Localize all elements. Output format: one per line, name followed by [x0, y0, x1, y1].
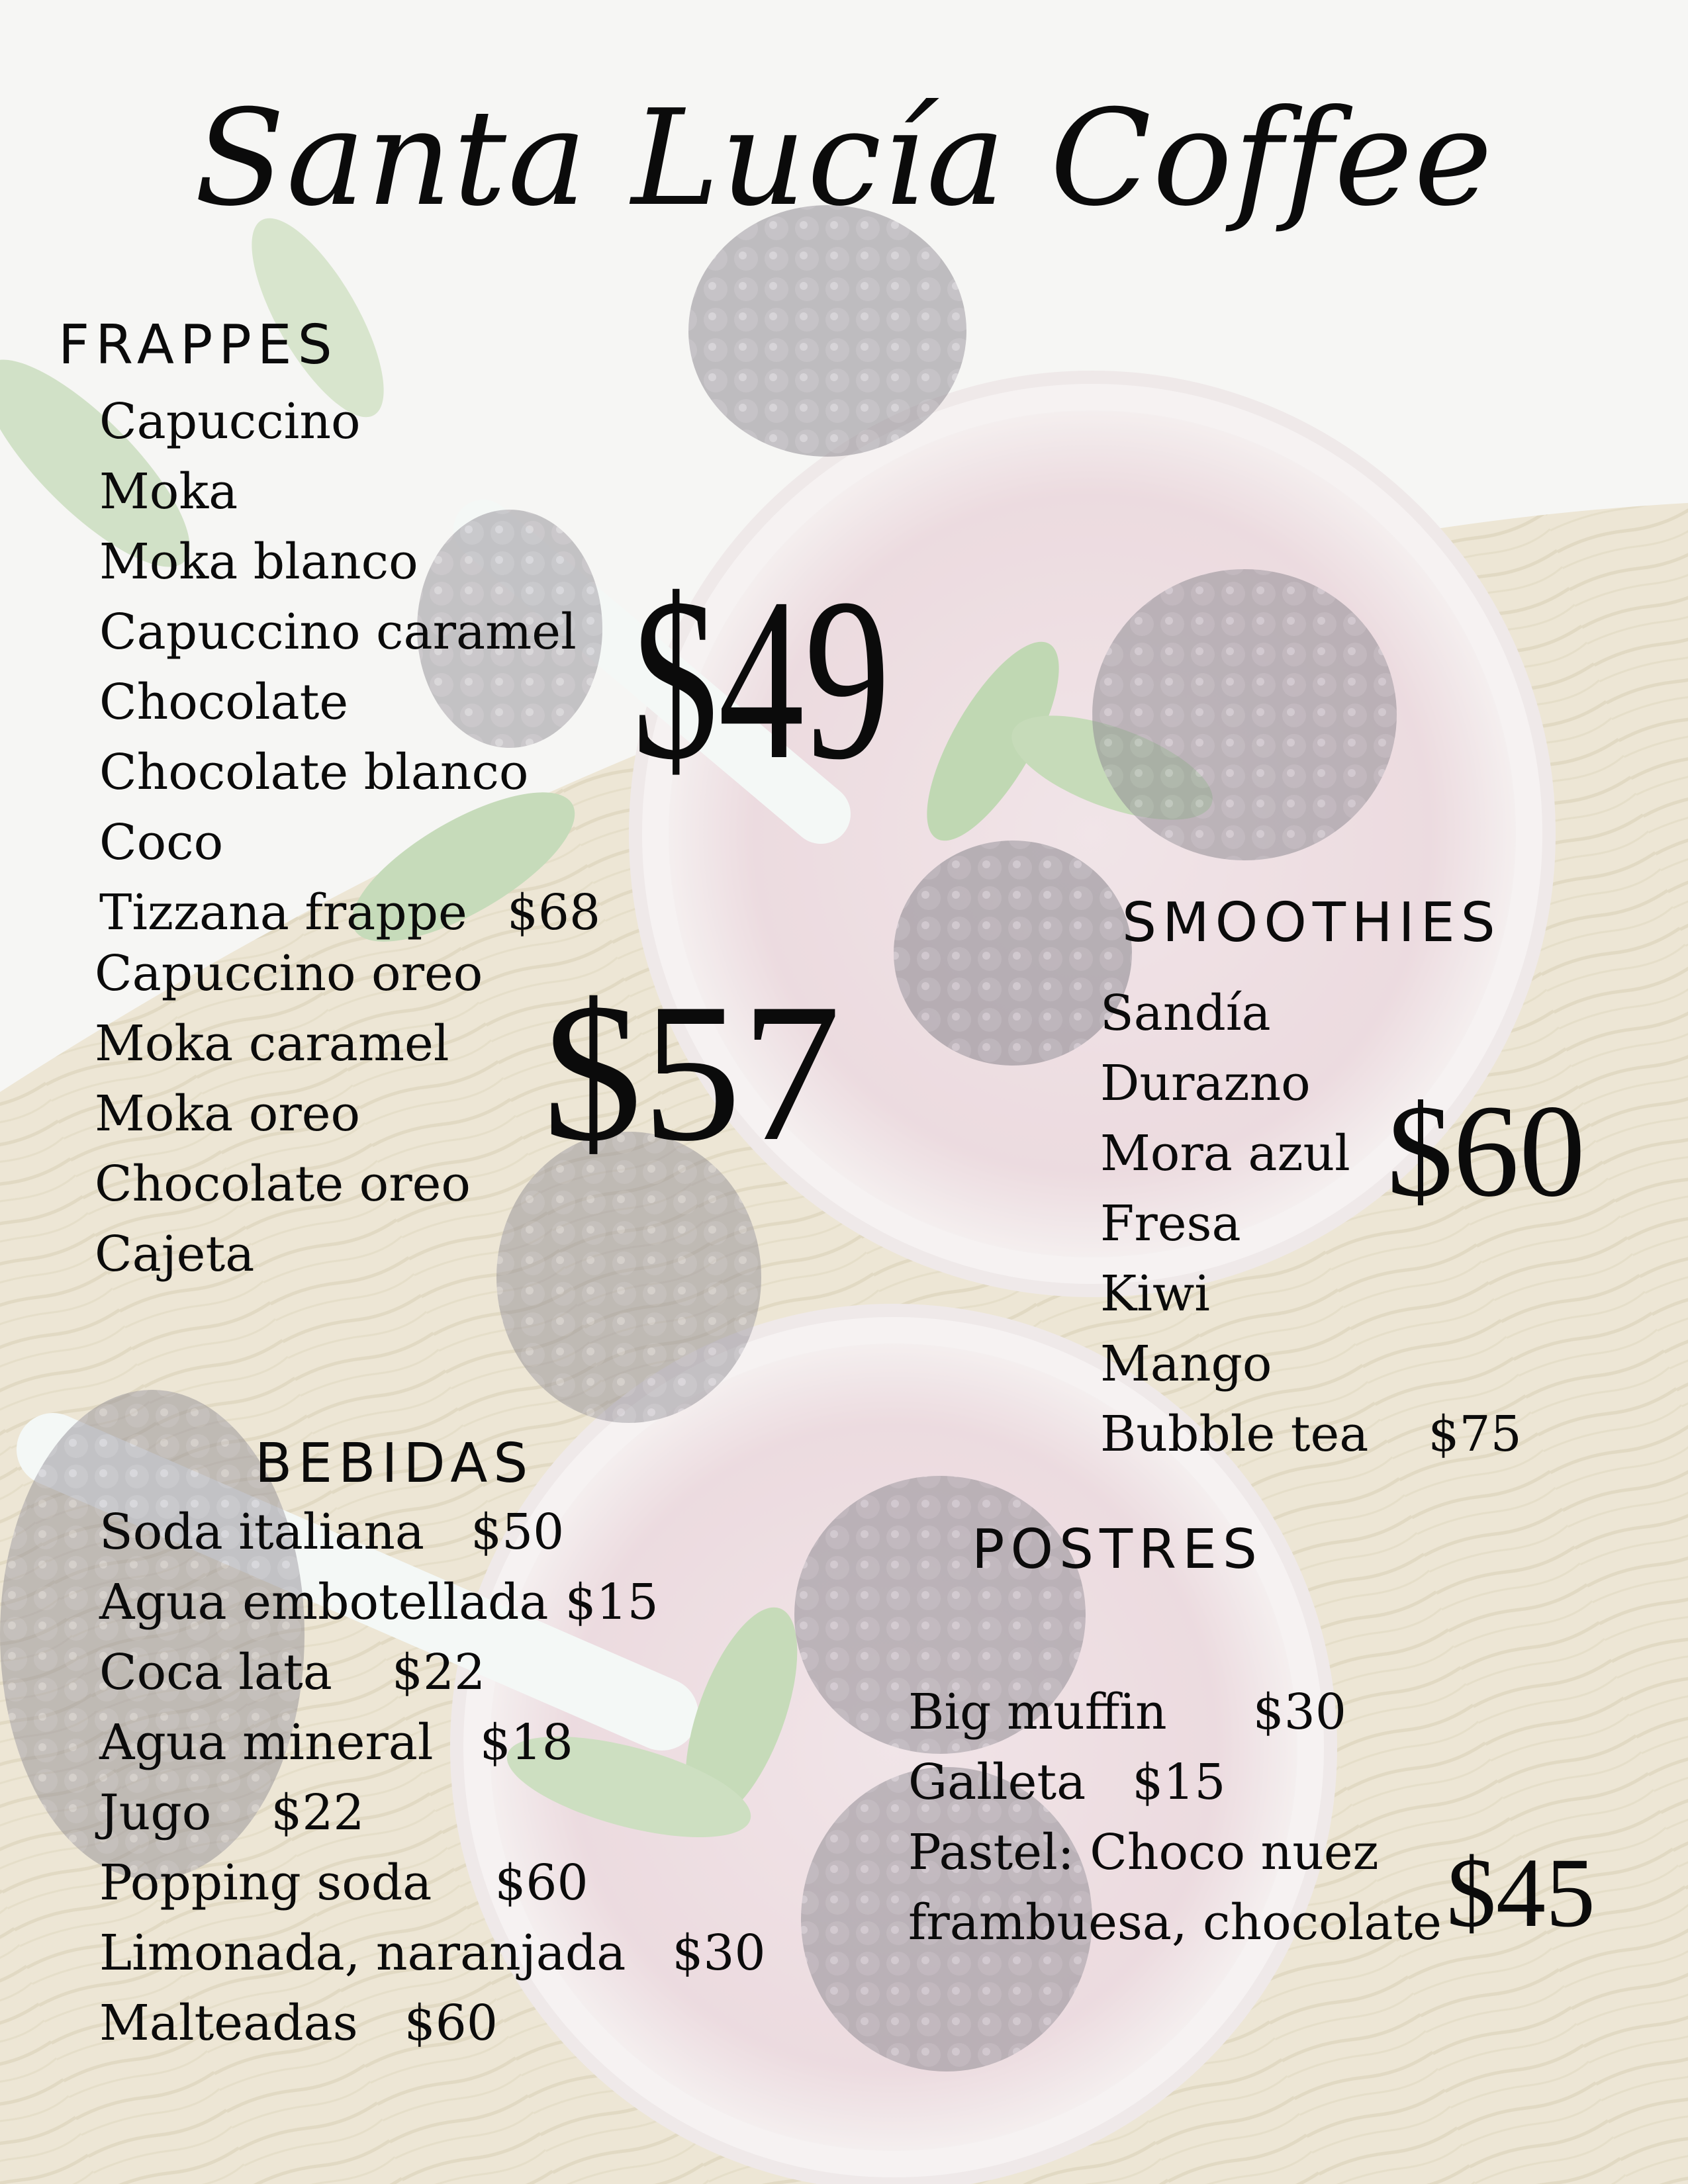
item-price: $60 — [404, 1995, 498, 2052]
list-item — [99, 1778, 766, 1848]
item-name: Popping soda — [99, 1854, 432, 1911]
item-price: $75 — [1428, 1406, 1522, 1463]
item-price: $30 — [672, 1925, 766, 1981]
list-item: Cajeta — [95, 1226, 255, 1283]
list-item: Durazno — [1100, 1055, 1311, 1112]
list-item: Capuccino caramel — [99, 604, 577, 660]
item-name: Jugo — [99, 1784, 212, 1841]
list-item — [99, 1848, 766, 1918]
frappes-group1-price: $49 — [632, 551, 890, 808]
list-item — [99, 1637, 766, 1707]
bebidas-list — [99, 1497, 766, 2058]
postres-list — [908, 1677, 1442, 1958]
list-item: Moka blanco — [99, 533, 418, 590]
item-price: $18 — [479, 1714, 573, 1771]
item-name: Big muffin — [908, 1684, 1167, 1741]
list-item: Coco — [99, 814, 224, 871]
list-item — [99, 1988, 766, 2058]
list-item — [99, 1707, 766, 1778]
item-price: $22 — [391, 1644, 486, 1701]
list-item: Mora azul — [1100, 1125, 1350, 1182]
item-name: Malteadas — [99, 1995, 358, 2052]
smoothies-heading: SMOOTHIES — [1122, 891, 1501, 954]
list-item — [908, 1747, 1442, 1817]
list-item: Capuccino oreo — [95, 945, 483, 1002]
list-item — [99, 878, 600, 948]
postres-heading: POSTRES — [972, 1518, 1263, 1581]
item-price: $30 — [1252, 1684, 1346, 1741]
list-item: Moka caramel — [95, 1015, 449, 1072]
list-item — [908, 1677, 1442, 1747]
item-name: Coca lata — [99, 1644, 332, 1701]
bebidas-heading: BEBIDAS — [255, 1432, 534, 1495]
item-price: $22 — [271, 1784, 365, 1841]
list-item: Chocolate oreo — [95, 1156, 471, 1212]
frappes-heading: FRAPPES — [58, 314, 338, 377]
list-item: Sandía — [1100, 985, 1271, 1042]
item-name: Soda italiana — [99, 1504, 425, 1561]
list-item — [99, 1497, 766, 1567]
item-price: $68 — [506, 884, 601, 941]
list-item: Moka oreo — [95, 1085, 361, 1142]
item-name: Galleta — [908, 1754, 1086, 1811]
menu-title: Santa Lucía Coffee — [194, 81, 1494, 236]
frappes-group2-price: $57 — [543, 962, 841, 1182]
item-price: $15 — [565, 1574, 659, 1631]
item-name: Agua embotellada — [99, 1574, 549, 1631]
list-item: Kiwi — [1100, 1265, 1210, 1322]
item-name: Agua mineral — [99, 1714, 434, 1771]
list-item: Fresa — [1100, 1195, 1241, 1252]
list-item: Pastel: Choco nuez — [908, 1824, 1379, 1881]
frappes-group1-list — [99, 387, 600, 948]
item-name: Tizzana frappe — [99, 884, 467, 941]
list-item — [1100, 1399, 1522, 1469]
list-item — [99, 1567, 766, 1637]
list-item: frambuesa, chocolate — [908, 1894, 1442, 1951]
item-price: $50 — [471, 1504, 565, 1561]
item-price: $60 — [494, 1854, 588, 1911]
postres-price: $45 — [1446, 1838, 1595, 1948]
item-price: $15 — [1132, 1754, 1226, 1811]
list-item: Capuccino — [99, 393, 361, 450]
list-item: Chocolate — [99, 674, 349, 731]
list-item: Chocolate blanco — [99, 744, 529, 801]
list-item: Moka — [99, 463, 238, 520]
item-name: Bubble tea — [1100, 1406, 1369, 1463]
item-name: Limonada, naranjada — [99, 1925, 626, 1981]
smoothies-price: $60 — [1387, 1078, 1585, 1224]
list-item — [99, 1918, 766, 1988]
list-item: Mango — [1100, 1336, 1272, 1392]
frappes-group2-list — [95, 938, 483, 1289]
